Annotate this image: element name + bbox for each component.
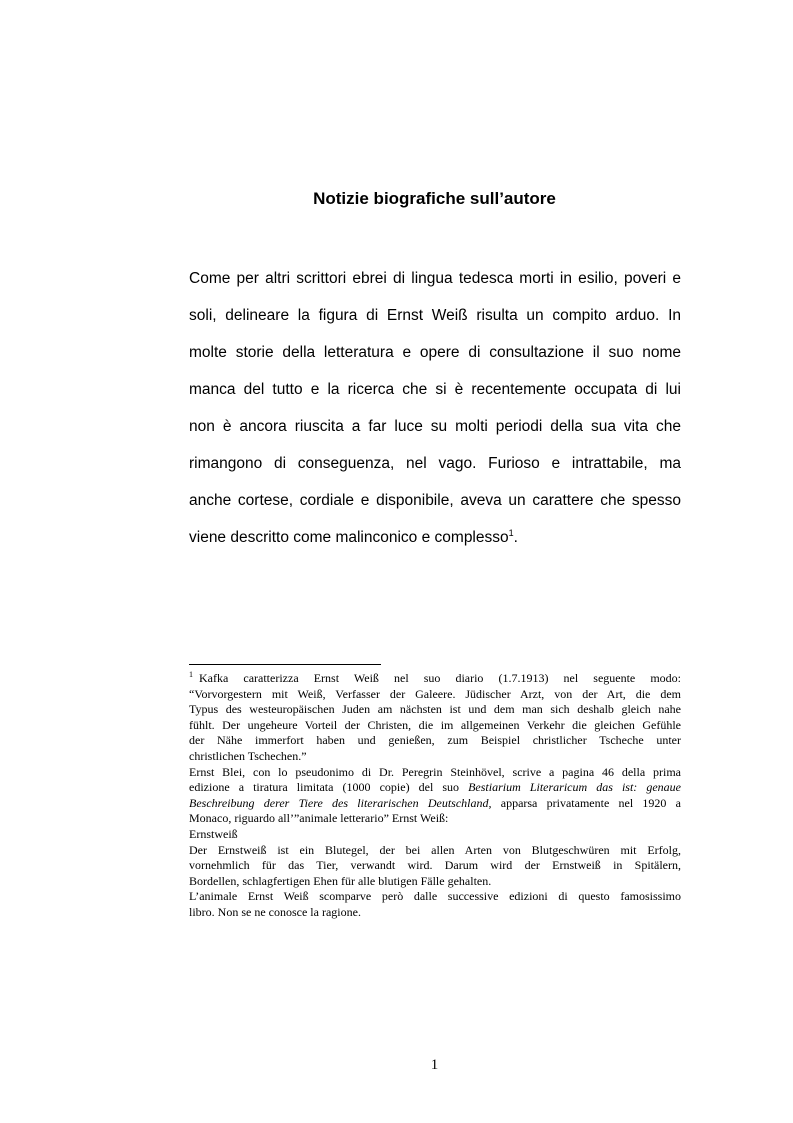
page-title: Notizie biografiche sull’autore [313,189,556,208]
footnote [189,671,681,921]
book-title-cont: Beschreibung derer Tiere des literarischen Deutschland, [189,795,492,810]
footnote-line: Bordellen, schlagfertigen Ehen für alle blutigen Fälle gehalten. [189,873,492,888]
footnote-reference[interactable]: 1 [508,527,514,538]
footnote-mark: 1 [189,670,193,679]
footnote-text: apparsa privatamente nel 1920 a [491,795,681,810]
body-line: rimangono di conseguenza, nel vago. Furioso e intrattabile, ma [189,455,681,472]
footnote-text: Kafka caratterizza Ernst Weiß nel suo diario (1.7.1913) nel seguente modo: [199,671,681,685]
body-line: Come per altri scrittori ebrei di lingua tedesca morti in esilio, poveri e [189,270,681,287]
footnote-line: Der Ernstweiß ist ein Blutegel, der bei allen Arten von Blutgeschwüren mit Erfolg, [189,842,681,857]
footnote-line: fühlt. Der ungeheure Vorteil der Christen, die im allgemeinen Verkehr die gleichen Gefühle [189,717,681,732]
footnote-line: L’animale Ernst Weiß scomparve però dalle successive edizioni di questo famosissimo [189,889,681,904]
book-title: Bestiarium Literaricum das ist: genaue [468,780,681,795]
body-line: manca del tutto e la ricerca che si è recentemente occupata di lui [189,381,681,398]
footnote-text: edizione a tiratura limitata (1000 copie) del suo [189,780,469,795]
footnote-line: Monaco, riguardo all’”animale letterario” Ernst Weiß: [189,811,449,826]
body-line: soli, delineare la figura di Ernst Weiß risulta un compito arduo. In [189,307,681,324]
footnote-line: Typus des westeuropäischen Juden am nächsten ist und dem man sich deshalb gleich nahe [189,702,681,717]
footnote-line [189,671,681,687]
footnote-line: christlichen Tschechen.” [189,748,307,763]
body-line-last [189,523,681,560]
footnote-line: der Nähe immerfort haben und genießen, zum Beispiel christlicher Tscheche unter [189,733,681,748]
footnote-line: “Vorvorgestern mit Weiß, Verfasser der Galeere. Jüdischer Arzt, von der Art, die dem [189,686,681,701]
body-line: molte storie della letteratura e opere di consultazione il suo nome [189,344,681,361]
footnote-line: vornehmlich für das Tier, verwandt wird. Darum wird der Ernstweiß in Spitälern, [189,858,681,873]
footnote-line: Ernstweiß [189,826,238,841]
body-line: anche cortese, cordiale e disponibile, aveva un carattere che spesso [189,492,681,509]
footnote-line: Ernst Blei, con lo pseudonimo di Dr. Peregrin Steinhövel, scrive a pagina 46 della prima [189,764,681,779]
body-line: viene descritto come malinconico e complesso [189,529,509,546]
footnote-line: libro. Non se ne conosce la ragione. [189,904,361,919]
footnote-separator [189,664,381,665]
body-paragraph [189,264,681,560]
page-number: 1 [430,1057,439,1073]
sentence-period: . [513,529,518,546]
footnote-line [189,780,681,796]
footnote-line [189,796,681,812]
body-line: non è ancora riuscita a far luce su molti periodi della sua vita che [189,418,681,435]
